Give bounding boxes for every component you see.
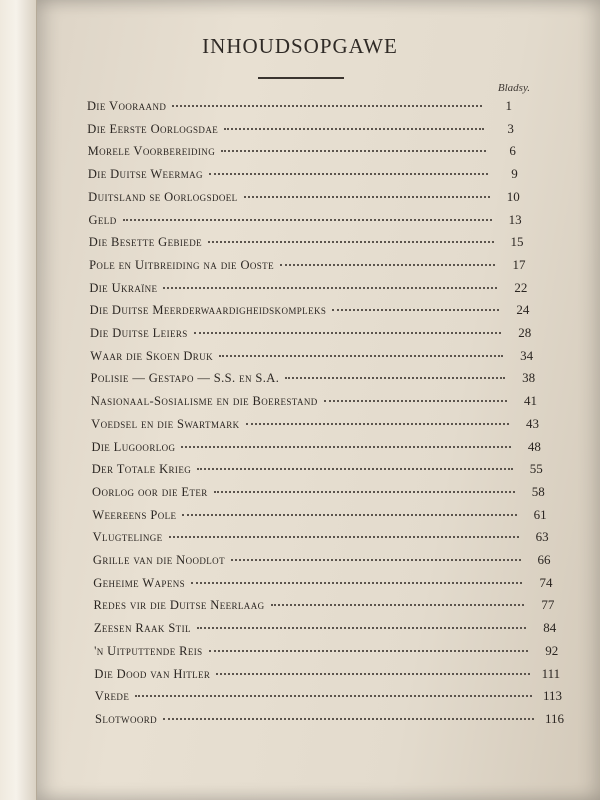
toc-entry <box>93 529 549 549</box>
toc-entry-title: Vlugtelinge <box>92 530 163 545</box>
toc-entry-page: 1 <box>505 98 512 113</box>
toc-entry-page: 6 <box>509 143 516 159</box>
toc-entry-title: Die Vooraand <box>87 99 167 113</box>
dot-leader <box>169 535 519 538</box>
toc-entry-title: Die Duitse Weermag <box>87 167 203 182</box>
dot-leader <box>214 490 515 493</box>
toc-entry-title: Polisie — Gestapo — S.S. en S.A. <box>90 371 280 386</box>
toc-entry-page: 22 <box>514 279 528 295</box>
dot-leader <box>209 172 488 175</box>
page-column-label: Bladsy. <box>497 82 530 94</box>
toc-entry-page: 13 <box>508 211 522 227</box>
toc-entry-title: Slotwoord <box>95 711 158 726</box>
toc-entry-page: 15 <box>510 234 524 250</box>
toc-entry <box>88 189 520 209</box>
toc-entry-page: 111 <box>541 665 561 681</box>
toc-entry <box>88 166 518 186</box>
toc-entry <box>91 393 537 413</box>
toc-entry-page: 116 <box>544 710 564 726</box>
toc-entry <box>90 302 530 322</box>
dot-leader <box>123 218 492 221</box>
toc-entry-title: Der Totale Krieg <box>91 462 192 477</box>
toc-entry <box>92 461 543 481</box>
toc-entry-page: 38 <box>522 370 536 386</box>
toc-entry-page: 48 <box>527 438 541 454</box>
toc-entry-title: Die Ukraïne <box>89 280 158 295</box>
toc-entry-page: 9 <box>511 166 518 182</box>
toc-entry <box>94 620 556 640</box>
toc-entry <box>87 121 514 141</box>
toc-entry-page: 63 <box>535 529 549 545</box>
toc-entry-title: Redes vir die Duitse Neerlaag <box>93 598 265 613</box>
toc-entry <box>93 552 551 572</box>
dot-leader <box>163 286 497 289</box>
page-title: INHOUDSOPGAWE <box>202 34 398 58</box>
toc-entry-title: 'n Uitputtende Reis <box>94 643 203 658</box>
toc-entry <box>90 325 531 345</box>
toc-entry-title: Geheime Wapens <box>93 575 186 590</box>
toc-entry-page: 77 <box>541 597 555 613</box>
toc-entry <box>91 439 540 459</box>
toc-entry-title: Die Duitse Meerderwaardigheidskompleks <box>89 303 327 318</box>
dot-leader <box>197 467 513 470</box>
toc-entry-page: 92 <box>545 642 559 658</box>
dot-leader <box>271 603 525 606</box>
toc-entry <box>89 280 527 300</box>
toc-entry-page: 84 <box>543 620 557 636</box>
dot-leader <box>135 694 532 697</box>
toc-entry-page: 17 <box>512 256 526 272</box>
toc-entry-title: Zeesen Raak Stil <box>93 621 191 636</box>
toc-entry-title: Oorlog oor die Eter <box>92 484 208 499</box>
toc-entry <box>89 257 525 277</box>
toc-entry <box>89 234 524 254</box>
toc-entry <box>95 711 564 731</box>
dot-leader <box>194 331 502 334</box>
toc-entry <box>94 643 558 663</box>
toc-entry-page: 34 <box>520 347 534 363</box>
toc-entry-page: 113 <box>543 688 563 704</box>
toc-entry <box>88 143 516 163</box>
toc-entry <box>95 688 562 708</box>
toc-entry-page: 61 <box>533 506 547 522</box>
dot-leader <box>280 263 495 266</box>
toc-entry-title: Die Lugoorlog <box>91 439 176 454</box>
toc-entry-title: Pole en Uitbreiding na die Ooste <box>89 257 274 272</box>
dot-leader <box>197 626 526 629</box>
toc-entry-page: 24 <box>516 302 530 318</box>
dot-leader <box>209 649 529 652</box>
toc-entry <box>94 666 560 686</box>
dot-leader <box>324 399 507 402</box>
dot-leader <box>208 240 494 243</box>
dot-leader <box>182 513 516 516</box>
toc-entry-page: 10 <box>506 188 520 204</box>
toc-entry-page: 3 <box>507 120 514 136</box>
toc-entry-page: 66 <box>537 552 551 567</box>
toc-entry-title: Waar die Skoen Druk <box>90 348 213 363</box>
toc-entry-title: Geld <box>88 212 117 227</box>
dot-leader <box>224 127 484 130</box>
toc-entry-title: Die Eerste Oorlogsdae <box>87 121 219 136</box>
dot-leader <box>181 445 510 448</box>
toc-entry-page: 28 <box>518 325 532 340</box>
dot-leader <box>246 422 509 425</box>
toc-entry-page: 58 <box>531 483 545 499</box>
toc-entry-title: Duitsland se Oorlogsdoel <box>88 189 238 204</box>
dot-leader <box>231 558 521 561</box>
toc-entry-title: Die Duitse Leiers <box>89 326 188 340</box>
toc-entry <box>90 348 533 368</box>
toc-entry-title: Morele Voorbereiding <box>87 144 216 159</box>
toc-entry-title: Vrede <box>94 689 130 704</box>
toc-entry <box>88 212 521 232</box>
toc-entry <box>87 98 512 118</box>
toc-entry-title: Nasionaal-Sosialisme en die Boerestand <box>90 394 318 409</box>
toc-entry-page: 41 <box>524 393 538 409</box>
dot-leader <box>332 308 499 311</box>
dot-leader <box>191 581 522 584</box>
dot-leader <box>285 376 505 379</box>
toc-entry-page: 43 <box>525 415 539 431</box>
dot-leader <box>163 717 534 720</box>
toc-entry-title: Voedsel en die Swartmark <box>91 416 240 431</box>
dot-leader <box>221 149 486 152</box>
toc-entry-page: 74 <box>539 574 553 590</box>
toc-entry <box>92 507 546 527</box>
toc-entry <box>92 484 545 504</box>
toc-entry <box>91 416 539 436</box>
dot-leader <box>244 195 490 198</box>
toc-entry-title: Die Dood van Hitler <box>94 666 211 681</box>
toc-entry <box>93 575 552 595</box>
dot-leader <box>219 354 503 357</box>
toc-entry-title: Die Besette Gebiede <box>88 235 202 250</box>
dot-leader <box>172 104 482 107</box>
toc-entry-page: 55 <box>529 461 543 477</box>
dot-leader <box>216 672 530 675</box>
toc-entry <box>94 597 555 617</box>
toc-entry <box>91 370 536 390</box>
toc-entry-title: Weereens Pole <box>92 507 177 522</box>
toc-entry-title: Grille van die Noodlot <box>92 553 225 567</box>
